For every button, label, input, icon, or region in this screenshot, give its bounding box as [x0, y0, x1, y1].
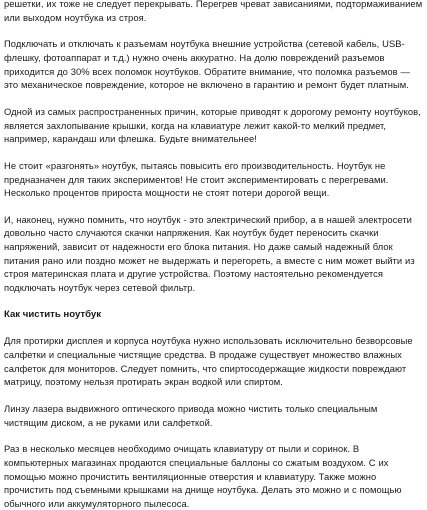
paragraph-spacer [4, 389, 423, 402]
paragraph-spacer [4, 429, 423, 442]
paragraph-spacer [4, 92, 423, 105]
paragraph-laser-lens: Линзу лазера выдвижного оптического привода можно чистить только специальным чистящим диском, а не руками или салфеткой. [4, 402, 378, 428]
section-heading-cleaning: Как чистить ноутбук [4, 308, 102, 320]
paragraph-spacer [4, 321, 423, 334]
paragraph-spacer [4, 146, 423, 159]
paragraph-overheating: решетки, их тоже не следует перекрывать. Перегрев чреват зависаниями, подтормаживанием или выходом ноутбука из строя. [4, 0, 423, 23]
paragraph-spacer [4, 294, 423, 307]
paragraph-lid-closing: Одной из самых распространенных причин, которые приводят к дорогому ремонту ноутбуков, является захлопывание крышки, когда на клавиатуре лежит какой-то мелкий предмет, например, карандаш или флешка. Будьте внимательнее! [4, 105, 421, 145]
paragraph-overclocking: Не стоит «разгонять» ноутбук, пытаясь повысить его производительность. Ноутбук не предназначен для таких экспериментов! Не стоит экспериментировать с перегревами. Несколько процентов прироста мощности не стоят потери дорогой вещи. [4, 159, 389, 199]
document-body [4, 0, 423, 510]
paragraph-spacer [4, 24, 423, 37]
paragraph-screen-wipes: Для протирки дисплея и корпуса ноутбука нужно использовать исключительно безворсовые салфетки и специальные чистящие средства. В продаже существует множество влажных салфеток для мониторов. Следует помнить, что спиртосодержащие жидкости повреждают матрицу, поэтому нельзя протирать экран водкой или спиртом. [4, 335, 413, 388]
paragraph-power-surges: И, наконец, нужно помнить, что ноутбук - это электрический прибор, а в нашей электросети довольно часто случаются скачки напряжения. Как ноутбук будет переносить скачки напряжений, зависит от надежности его блока питания. Но даже самый надежный блок питания рано или поздно может не выдержать и перегореть, а вместе с ним может выйти из строя материнская плата и другие устройства. Поэтому настоятельно рекомендуется подключать ноутбук через сетевой фильтр. [4, 213, 415, 293]
paragraph-keyboard-dust: Раз в несколько месяцев необходимо очищать клавиатуру от пыли и соринок. В компьютерных магазинах продаются специальные баллоны со сжатым воздухом. С их помощью можно прочистить вентиляционные отверстия и клавиатуру. Также можно прочистить под съемными крышками на днище ноутбука. Делать это можно и с помощью обычного или аккумуляторного пылесоса. [4, 443, 402, 509]
paragraph-spacer [4, 200, 423, 213]
paragraph-connectors: Подключать и отключать к разъемам ноутбука внешние устройства (сетевой кабель, USB-флешку, фотоаппарат и т.д.) нужно очень аккуратно. На долю повреждений разъемов приходится до 30% всех поломок ноутбуков. Обратите внимание, что поломка разъемов — это механическое повреждение, которое не включено в гарантию и ремонт будет платным. [4, 38, 410, 91]
